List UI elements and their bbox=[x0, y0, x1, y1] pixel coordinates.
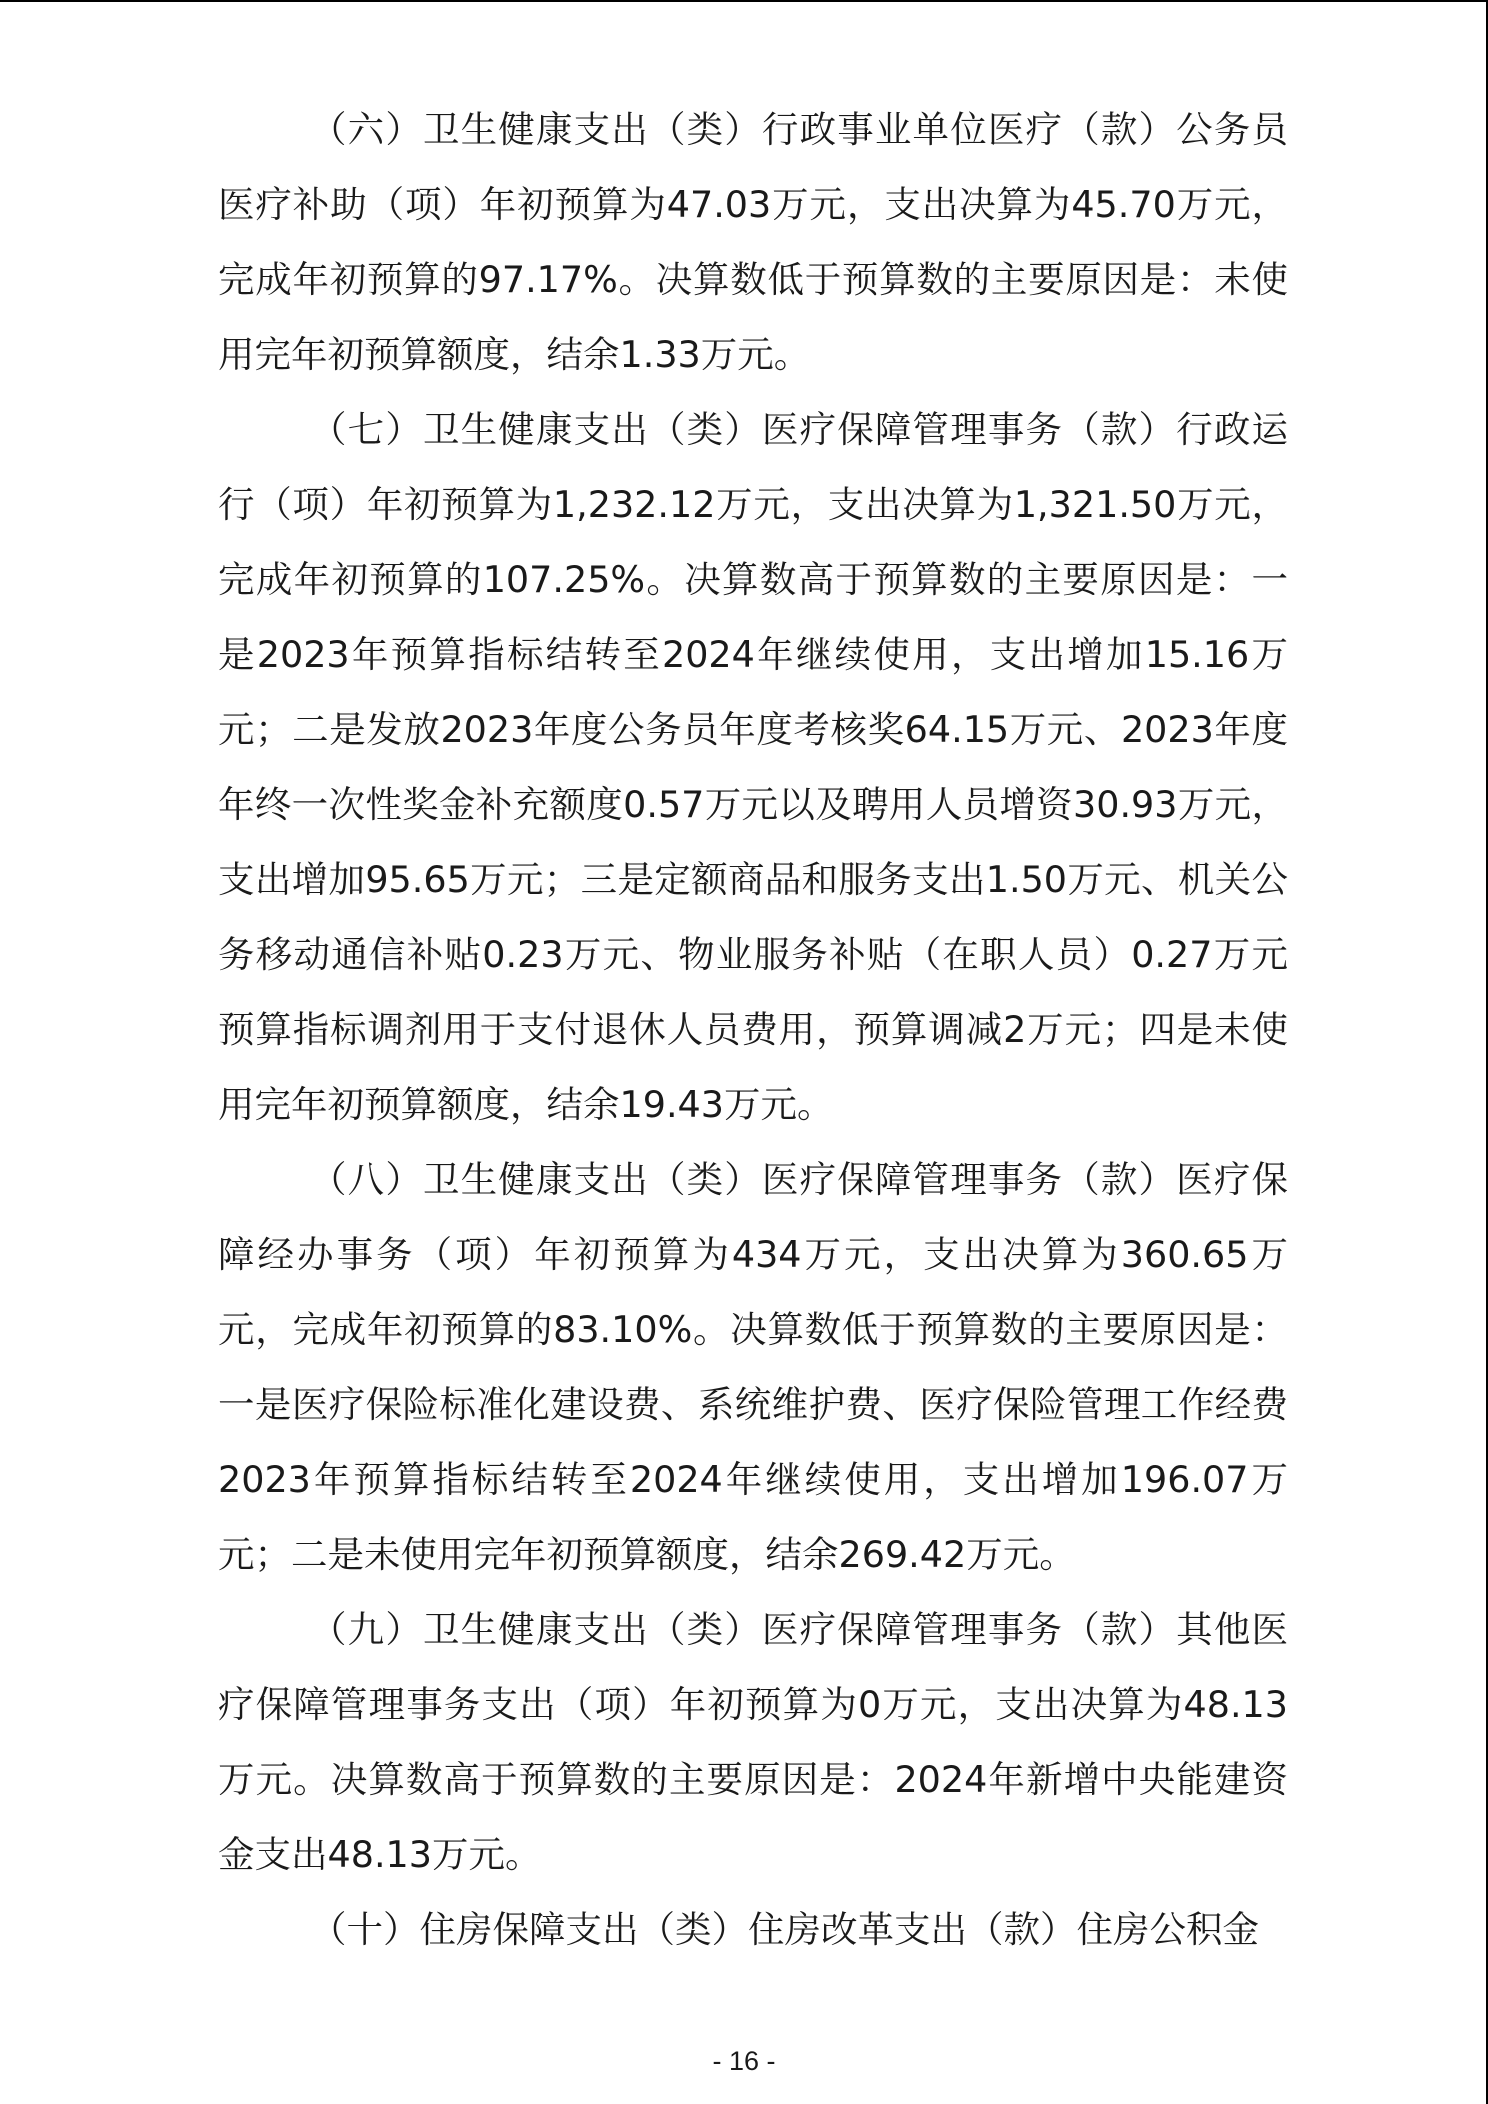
page-number: - 16 - bbox=[712, 2046, 776, 2076]
paragraph-6: （六）卫生健康支出（类）行政事业单位医疗（款）公务员医疗补助（项）年初预算为47.03万元，支出决算为45.70万元，完成年初预算的97.17%。决算数低于预算数的主要原因是：未使用完年初预算额度，结余1.33万元。 bbox=[218, 108, 1288, 376]
paragraph-7: （七）卫生健康支出（类）医疗保障管理事务（款）行政运行（项）年初预算为1,232.12万元，支出决算为1,321.50万元，完成年初预算的107.25%。决算数高于预算数的主要原因是：一是2023年预算指标结转至2024年继续使用，支出增加15.16万元；二是发放2023年度公务员年度考核奖64.15万元、2023年度年终一次性奖金补充额度0.57万元以及聘用人员增资30.93万元，支出增加95.65万元；三是定额商品和服务支出1.50万元、机关公务移动通信补贴0.23万元、物业服务补贴（在职人员）0.27万元预算指标调剂用于支付退休人员费用，预算调减2万元；四是未使用完年初预算额度，结余19.43万元。 bbox=[218, 408, 1288, 1126]
paragraph-10: （十）住房保障支出（类）住房改革支出（款）住房公积金 bbox=[310, 1908, 1259, 1951]
document-body bbox=[218, 92, 1288, 1967]
page-border-top bbox=[0, 0, 1488, 2]
paragraph-9: （九）卫生健康支出（类）医疗保障管理事务（款）其他医疗保障管理事务支出（项）年初预算为0万元，支出决算为48.13万元。决算数高于预算数的主要原因是：2024年新增中央能建资金支出48.13万元。 bbox=[218, 1608, 1288, 1876]
paragraph-8: （八）卫生健康支出（类）医疗保障管理事务（款）医疗保障经办事务（项）年初预算为434万元，支出决算为360.65万元，完成年初预算的83.10%。决算数低于预算数的主要原因是：一是医疗保险标准化建设费、系统维护费、医疗保险管理工作经费2023年预算指标结转至2024年继续使用，支出增加196.07万元；二是未使用完年初预算额度，结余269.42万元。 bbox=[218, 1158, 1288, 1576]
